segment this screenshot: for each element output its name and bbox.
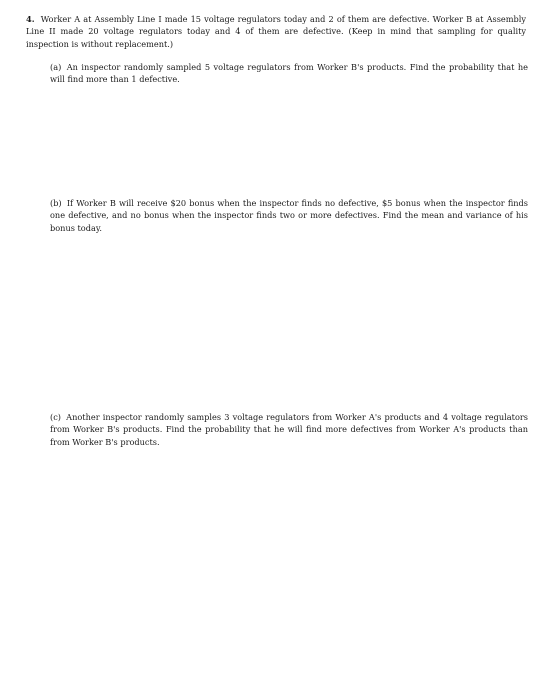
problem-text: Worker A at Assembly Line I made 15 voltage regulators today and 2 of them are defective. Worker B at Assembly Line II made 20 voltage regulators today and 4 of them are defective. (Keep in mind that sampling for quality inspection is without replacement.) bbox=[26, 14, 526, 49]
part-b-label: (b) bbox=[50, 198, 62, 208]
part-a-text: An inspector randomly sampled 5 voltage regulators from Worker B's products. Find the probability that he will find more than 1 defective. bbox=[50, 62, 528, 85]
part-a bbox=[50, 61, 528, 86]
part-c-text: Another inspector randomly samples 3 voltage regulators from Worker A's products and 4 voltage regulators from Worker B's products. Find the probability that he will find more defectives from Worker A's products than from Worker B's products. bbox=[50, 412, 528, 447]
part-b bbox=[50, 197, 528, 234]
part-b-text: If Worker B will receive $20 bonus when the inspector finds no defective, $5 bonus when the inspector finds one defective, and no bonus when the inspector finds two or more defectives. Find the mean and variance of his bonus today. bbox=[50, 198, 528, 233]
part-c-label: (c) bbox=[50, 412, 61, 422]
part-c bbox=[50, 411, 528, 448]
problem-statement bbox=[26, 13, 526, 50]
problem-number: 4. bbox=[26, 14, 35, 24]
part-a-label: (a) bbox=[50, 62, 62, 72]
